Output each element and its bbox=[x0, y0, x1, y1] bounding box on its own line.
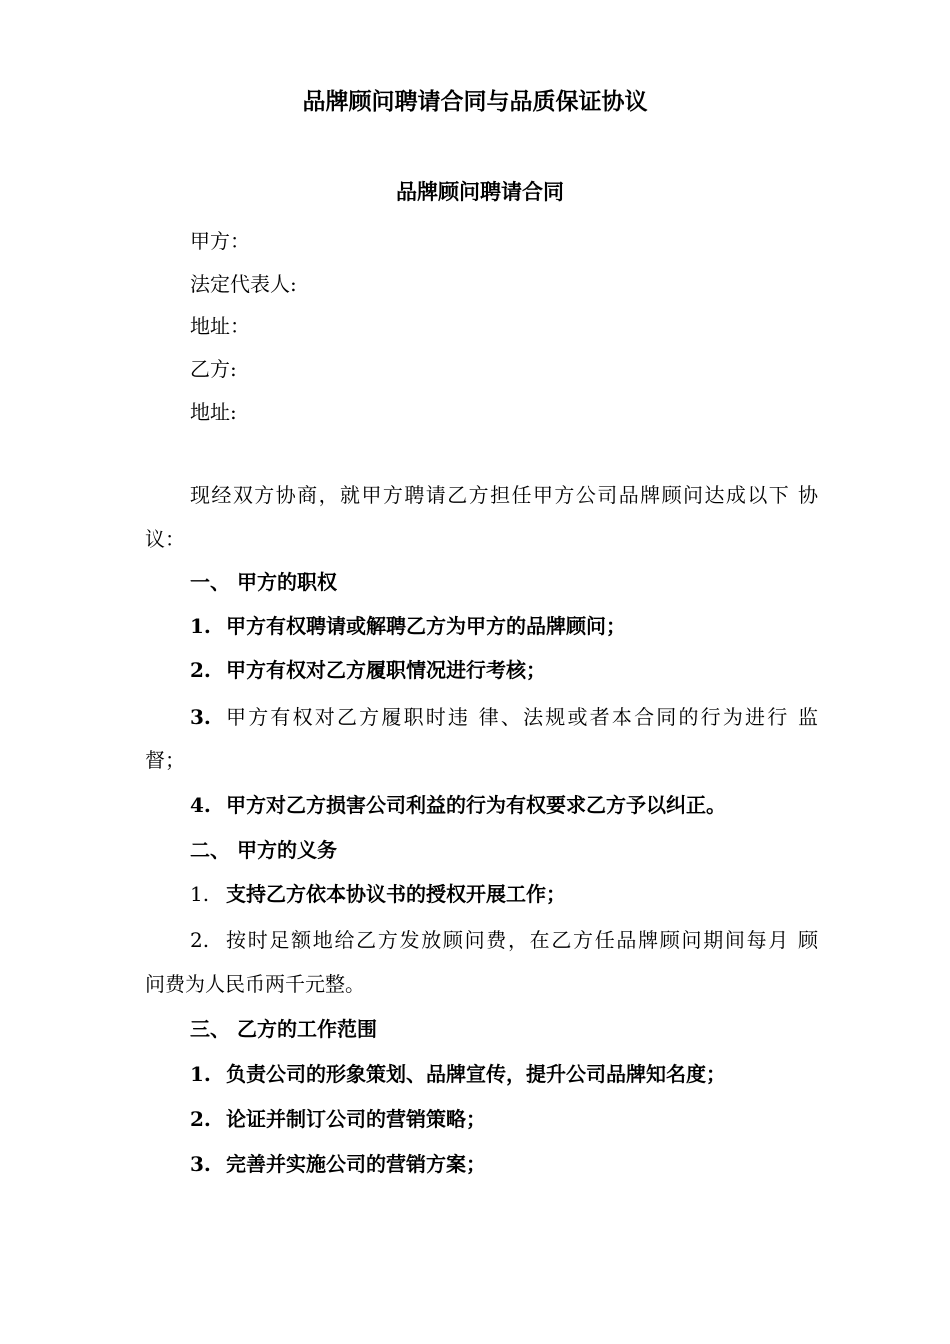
section-1-heading: 一、 甲方的职权 bbox=[190, 570, 337, 594]
item-number: 2. bbox=[190, 928, 210, 952]
section-3-heading: 三、 乙方的工作范围 bbox=[190, 1017, 377, 1041]
section-3-item-1 bbox=[190, 1062, 726, 1086]
party-a-address-label: 地址： bbox=[190, 314, 250, 338]
section-2-item-1 bbox=[190, 882, 566, 906]
party-b-label: 乙方: bbox=[190, 357, 237, 381]
section-1-item-1 bbox=[190, 614, 626, 638]
item-number: 1. bbox=[190, 614, 211, 638]
item-number: 3. bbox=[190, 1152, 211, 1176]
section-3-item-3 bbox=[190, 1152, 486, 1176]
item-text: 甲方有权对乙方履职情况进行考核； bbox=[226, 658, 546, 682]
section-3-item-2 bbox=[190, 1107, 486, 1131]
item-text: 按时足额地给乙方发放顾问费，在乙方任品牌顾问期间每月 顾 bbox=[226, 928, 818, 952]
section-2-heading: 二、 甲方的义务 bbox=[190, 838, 337, 862]
item-number: 3. bbox=[190, 705, 211, 729]
party-b-address-label: 地址: bbox=[190, 400, 237, 424]
item-number: 1. bbox=[190, 1062, 211, 1086]
section-2-item-2-continuation: 问费为人民币两千元整。 bbox=[145, 972, 365, 996]
item-text: 论证并制订公司的营销策略； bbox=[226, 1107, 486, 1131]
intro-line-1: 现经双方协商，就甲方聘请乙方担任甲方公司品牌顾问达成以下 协 bbox=[190, 483, 818, 507]
item-text: 甲方对乙方损害公司利益的行为有权要求乙方予以纠正。 bbox=[226, 793, 726, 817]
section-2-item-2 bbox=[190, 928, 818, 952]
item-text: 负责公司的形象策划、品牌宣传，提升公司品牌知名度； bbox=[226, 1062, 726, 1086]
party-a-label: 甲方： bbox=[190, 229, 250, 253]
item-number: 2. bbox=[190, 1107, 211, 1131]
item-text: 甲方有权聘请或解聘乙方为甲方的品牌顾问； bbox=[226, 614, 626, 638]
intro-line-2: 议： bbox=[145, 527, 185, 551]
item-text: 完善并实施公司的营销方案； bbox=[226, 1152, 486, 1176]
item-number: 4. bbox=[190, 793, 211, 817]
item-text: 甲方有权对乙方履职时违 律、法规或者本合同的行为进行 监 bbox=[226, 705, 818, 729]
document-title: 品牌顾问聘请合同与品质保证协议 bbox=[302, 88, 648, 115]
section-1-item-4 bbox=[190, 793, 726, 817]
section-1-item-3-continuation: 督； bbox=[145, 748, 185, 772]
legal-rep-label: 法定代表人: bbox=[190, 272, 297, 296]
section-1-item-3 bbox=[190, 705, 818, 729]
item-text: 支持乙方依本协议书的授权开展工作； bbox=[226, 882, 566, 906]
item-number: 2. bbox=[190, 658, 211, 682]
item-number: 1. bbox=[190, 882, 210, 906]
contract-subtitle: 品牌顾问聘请合同 bbox=[396, 179, 564, 204]
section-1-item-2 bbox=[190, 658, 546, 682]
